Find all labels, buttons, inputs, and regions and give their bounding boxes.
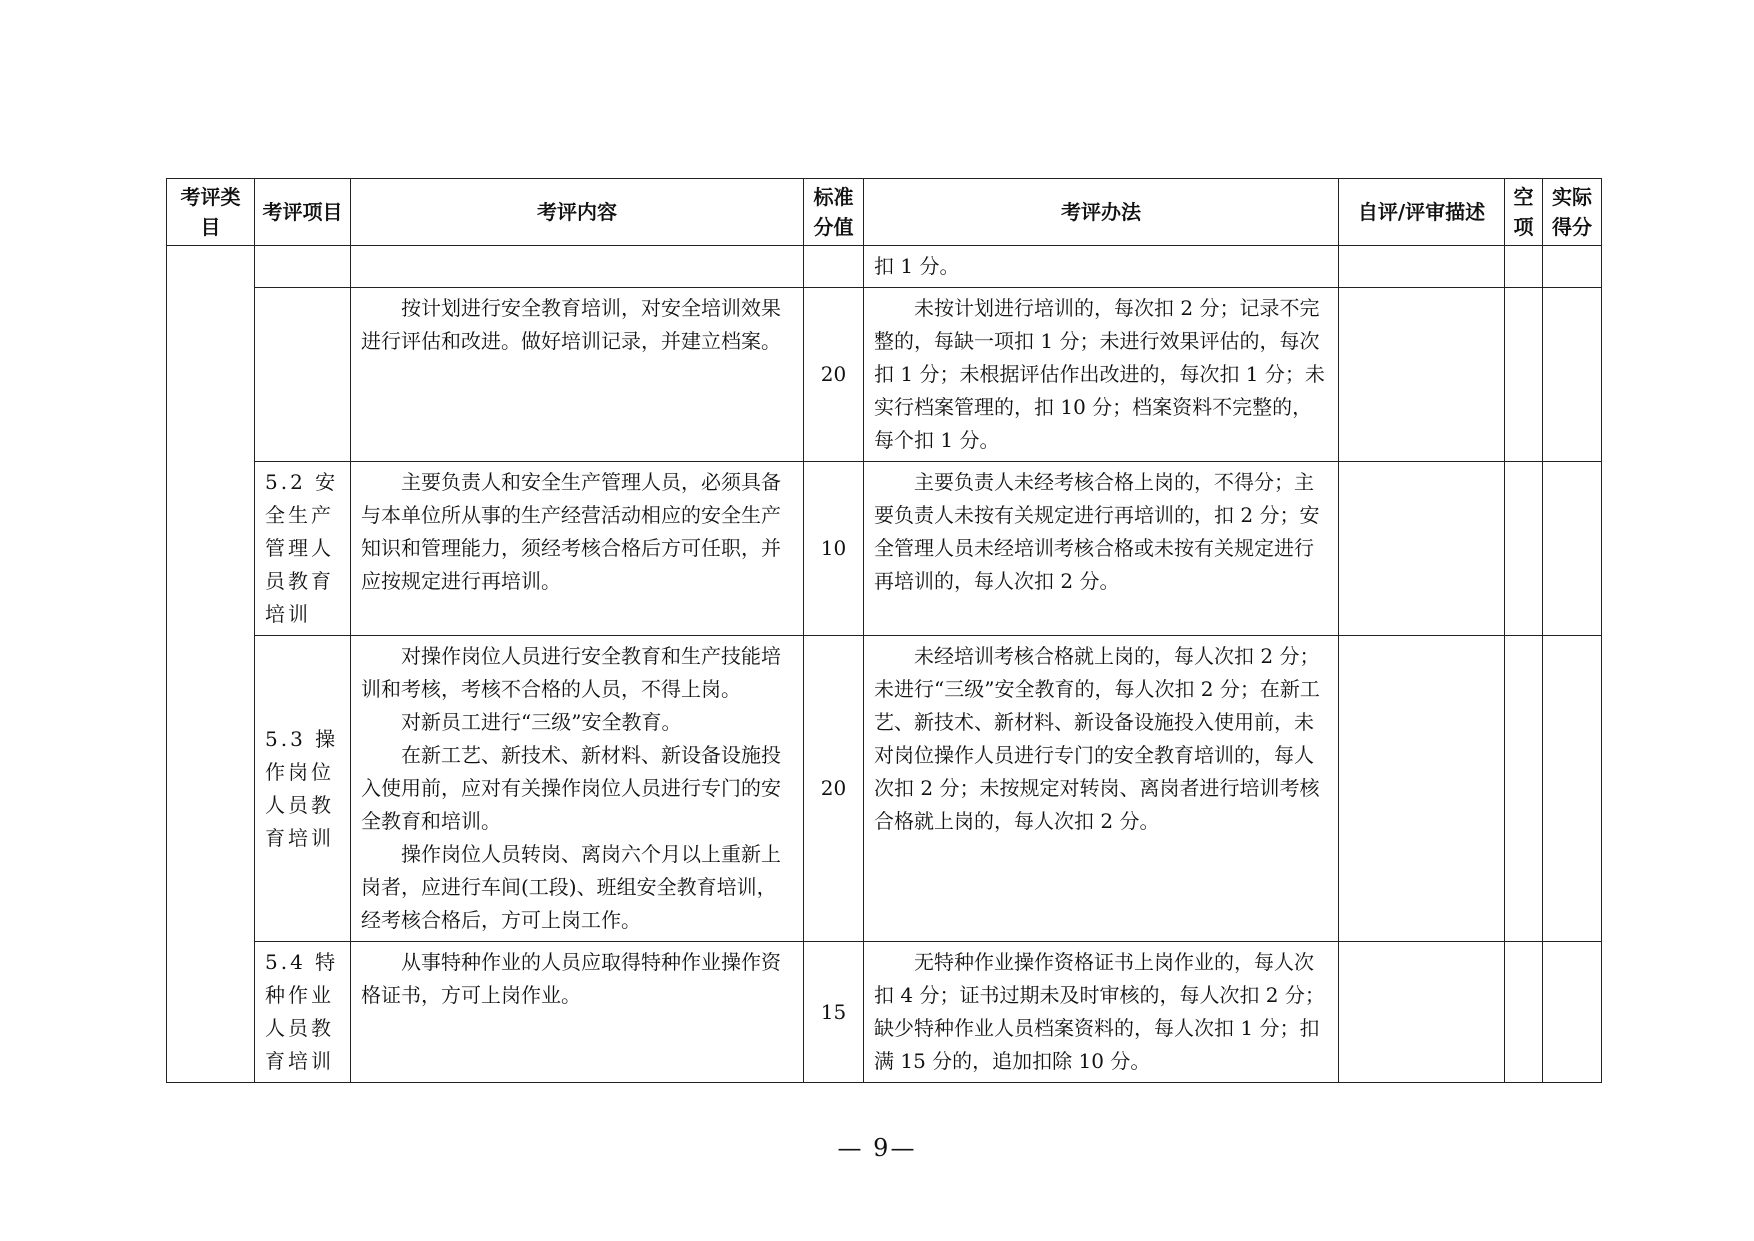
description-cell [1339,942,1505,1083]
score-cell: 20 [804,288,864,462]
empty-cell [1505,462,1543,636]
table-row [167,942,1602,1083]
item-cell [255,246,351,288]
category-cell [167,246,255,1083]
method-cell [864,636,1339,942]
method-cell [864,462,1339,636]
header-category: 考评类目 [167,179,255,246]
content-cell [351,636,804,942]
item-cell: 5.4 特种作业人员教育培训 [255,942,351,1083]
empty-cell [1505,636,1543,942]
description-cell [1339,636,1505,942]
actual-score-cell [1543,462,1602,636]
table-row [167,246,1602,288]
header-method: 考评办法 [864,179,1339,246]
item-cell [255,288,351,462]
content-paragraph: 主要负责人和安全生产管理人员，必须具备与本单位所从事的生产经营活动相应的安全生产知识和管理能力，须经考核合格后方可任职，并应按规定进行再培训。 [361,470,781,593]
content-paragraph: 从事特种作业的人员应取得特种作业操作资格证书，方可上岗作业。 [361,950,781,1007]
score-cell: 10 [804,462,864,636]
content-paragraph: 按计划进行安全教育培训，对安全培训效果进行评估和改进。做好培训记录，并建立档案。 [361,296,781,353]
header-description: 自评/评审描述 [1339,179,1505,246]
description-cell [1339,462,1505,636]
method-paragraph: 无特种作业操作资格证书上岗作业的，每人次扣 4 分；证书过期未及时审核的，每人次扣 2 分；缺少特种作业人员档案资料的，每人次扣 1 分；扣满 15 分的，追加扣除 10 分。 [874,950,1325,1073]
header-content: 考评内容 [351,179,804,246]
actual-score-cell [1543,942,1602,1083]
method-paragraph: 扣 1 分。 [874,254,960,278]
description-cell [1339,246,1505,288]
table-row [167,288,1602,462]
actual-score-cell [1543,288,1602,462]
score-cell [804,246,864,288]
evaluation-table [166,178,1602,1083]
header-actual-score: 实际得分 [1543,179,1602,246]
header-empty: 空项 [1505,179,1543,246]
table-row [167,636,1602,942]
actual-score-cell [1543,246,1602,288]
header-row [167,179,1602,246]
method-cell [864,246,1339,288]
method-paragraph: 未按计划进行培训的，每次扣 2 分；记录不完整的，每缺一项扣 1 分；未进行效果评估的，每次扣 1 分；未根据评估作出改进的，每次扣 1 分；未实行档案管理的，扣 10 分；档案资料不完整的，每个扣 1 分。 [874,296,1325,452]
method-cell [864,942,1339,1083]
method-paragraph: 未经培训考核合格就上岗的，每人次扣 2 分；未进行“三级”安全教育的，每人次扣 2 分；在新工艺、新技术、新材料、新设备设施投入使用前，未对岗位操作人员进行专门的安全教育培训的，每人次扣 2 分；未按规定对转岗、离岗者进行培训考核合格就上岗的，每人次扣 2 分。 [874,644,1320,833]
table-row [167,462,1602,636]
content-cell [351,246,804,288]
content-paragraph: 对操作岗位人员进行安全教育和生产技能培训和考核，考核不合格的人员，不得上岗。 [361,644,781,701]
empty-cell [1505,288,1543,462]
empty-cell [1505,942,1543,1083]
score-cell: 20 [804,636,864,942]
content-paragraph: 对新员工进行“三级”安全教育。 [401,710,682,734]
content-paragraph: 在新工艺、新技术、新材料、新设备设施投入使用前，应对有关操作岗位人员进行专门的安全教育和培训。 [361,743,781,833]
content-cell [351,288,804,462]
content-cell [351,942,804,1083]
table-body [167,246,1602,1083]
content-paragraph: 操作岗位人员转岗、离岗六个月以上重新上岗者，应进行车间(工段)、班组安全教育培训，经考核合格后，方可上岗工作。 [361,842,781,932]
actual-score-cell [1543,636,1602,942]
description-cell [1339,288,1505,462]
item-cell: 5.2 安全生产管理人员教育培训 [255,462,351,636]
header-item: 考评项目 [255,179,351,246]
content-cell [351,462,804,636]
method-cell [864,288,1339,462]
page-number: — 9— [837,1134,917,1162]
score-cell: 15 [804,942,864,1083]
header-standard-score: 标准分值 [804,179,864,246]
item-cell: 5.3 操作岗位人员教育培训 [255,636,351,942]
empty-cell [1505,246,1543,288]
method-paragraph: 主要负责人未经考核合格上岗的，不得分；主要负责人未按有关规定进行再培训的，扣 2 分；安全管理人员未经培训考核合格或未按有关规定进行再培训的，每人次扣 2 分。 [874,470,1320,593]
